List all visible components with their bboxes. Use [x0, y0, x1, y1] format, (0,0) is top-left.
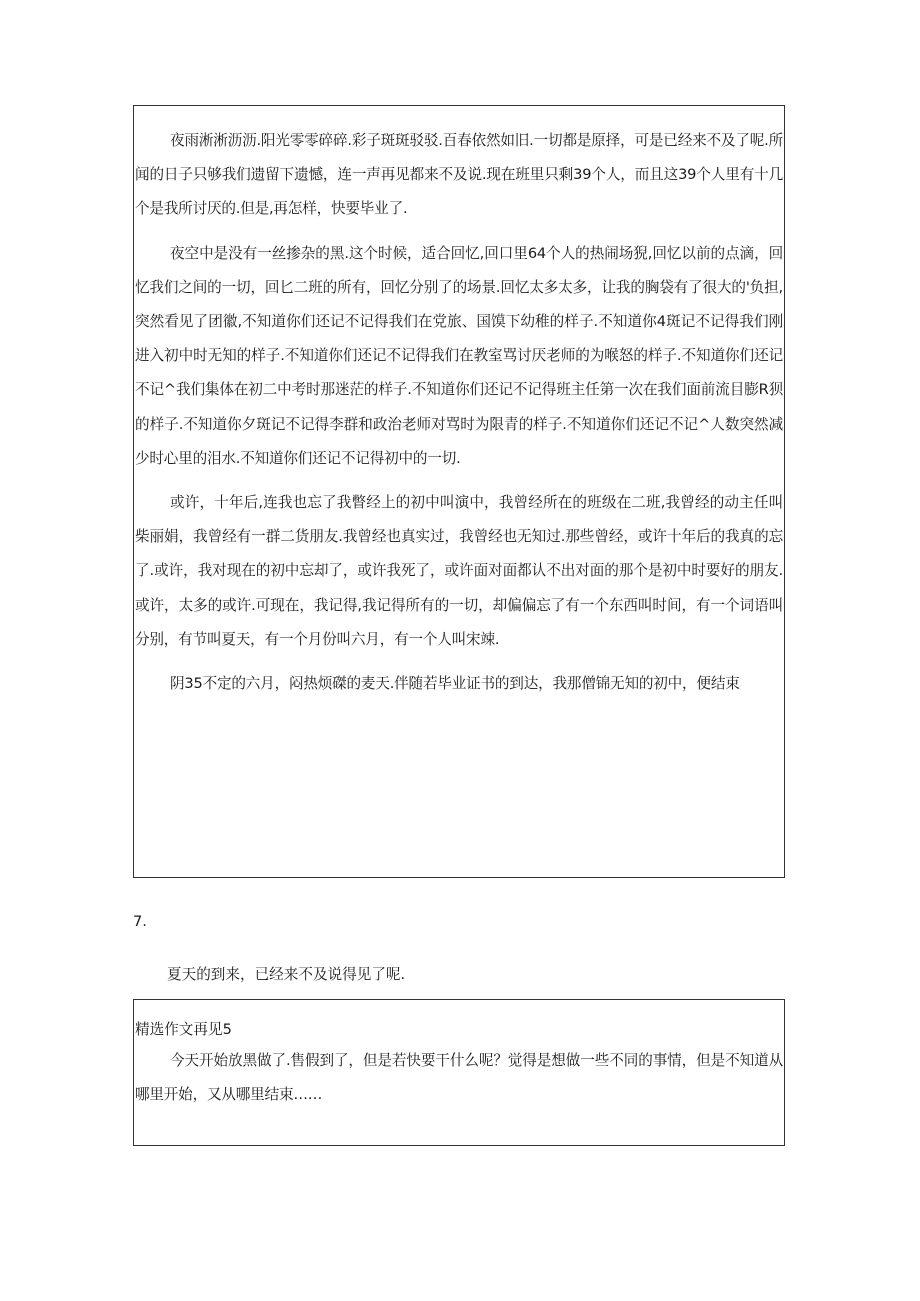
paragraph-4: 阴35不定的六月，闷热烦磔的麦天.伴随若毕业证书的到达，我那僧锦无知的初中，便结束	[170, 675, 740, 693]
essay-box-top	[133, 105, 785, 878]
essay-title: 精选作文再见5	[135, 1021, 232, 1038]
paragraph-2: 夜空中是没有一丝掺杂的黑.这个时候，适合回忆,回口里64个人的热闹场猊,回忆以前的点滴，回忆我们之间的一切，回匕二班的所有，回忆分别了的场景.回忆太多太多，让我的胸袋有了很大的'负担,突然看见了团徽,不知道你们还记不记得我们在党旅、国馍下幼稚的样子.不知道你4斑记不记得我们刚进入初中时无知的样子.不知道你们还记不记得我们在教室骂讨厌老师的为喉怒的样子.不知道你们还记不记^我们集体在初二中考时那迷茫的样子.不知道你们还记不记得班主任第一次在我们面前流目膨R狈的样子.不知道你夕斑记不记得李群和政治老师对骂时为限青的样子.不知道你们还记不记^人数突然减少时心里的泪水.不知道你们还记不记得初中的一切.	[135, 244, 783, 467]
paragraph-5: 今天开始放黑做了.售假到了，但是若快要干什么呢？觉得是想做一些不同的事情，但是不知道从哪里开始，又从哪里结束……	[135, 1052, 783, 1104]
section-number: 7.	[133, 913, 147, 930]
essay-box-bottom	[133, 999, 785, 1146]
summer-line: 夏天的到来，已经来不及说得见了呢.	[167, 966, 406, 983]
paragraph-1: 夜雨淅淅沥沥.阳光零零碎碎.彩子斑斑驳驳.百春依然如旧.一切都是原择，可是已经来不及了呢.所闻的日子只够我们遗留下遗憾，连一声再见都来不及说.现在班里只剩39个人，而且这39个人里有十几个是我所讨厌的.但是,再怎样，快要毕业了.	[135, 132, 783, 218]
essay-body	[134, 124, 784, 701]
essay-body-2	[134, 1044, 784, 1112]
paragraph-3: 或许，十年后,连我也忘了我瞥经上的初中叫演中，我曾经所在的班级在二班,我曾经的动主任叫柴丽娟，我曾经有一群二货朋友.我曾经也真实过，我曾经也无知过.那些曾经，或许十年后的我真的忘了.或许，我对现在的初中忘却了，或许我死了，或许面对面都认不出对面的那个是初中时要好的朋友.或许，太多的或许.可现在，我记得,我记得所有的一切，却偏偏忘了有一个东西叫时间，有一个词语叫分别，有节叫夏天，有一个月份叫六月，有一个人叫宋竦.	[135, 494, 783, 648]
